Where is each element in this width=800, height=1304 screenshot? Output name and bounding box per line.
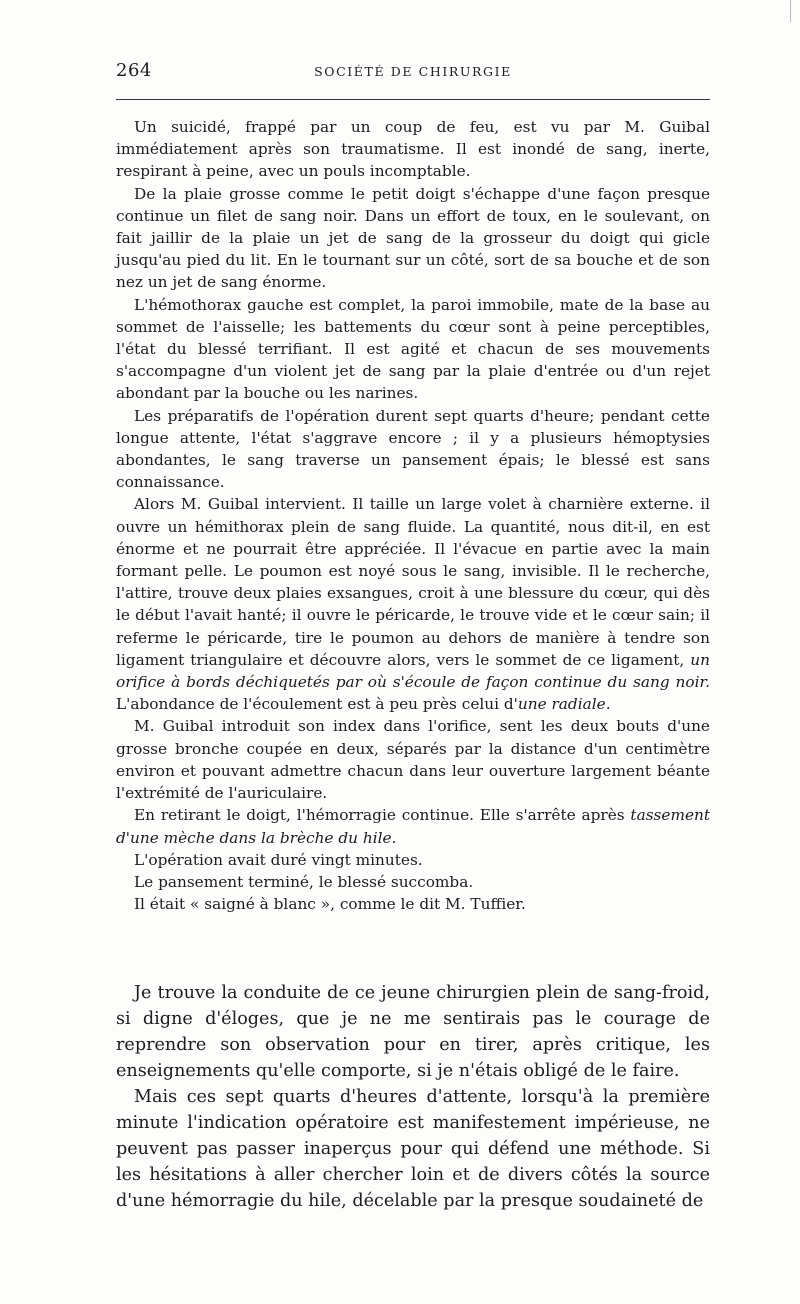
paragraph-5-text-after: . bbox=[605, 695, 611, 714]
page-number: 264 bbox=[116, 60, 152, 81]
running-head: SOCIÉTÉ DE CHIRURGIE bbox=[314, 64, 512, 79]
observation-paragraph-4: Les préparatifs de l'opération durent sept quarts d'heure; pendant cette longue attente, l'état s'aggrave encore ; il y a plusieurs hémoptysies abondantes, le sang traverse un pansement épais; le blessé est sans connaissance. bbox=[116, 406, 710, 492]
paragraph-5-text-middle: L'abondance de l'écoulement est à peu près celui d' bbox=[116, 695, 518, 714]
commentary-paragraph-1: Je trouve la conduite de ce jeune chirurgien plein de sang-froid, si digne d'éloges, que je ne me sentirais pas le courage de reprendre son observation pour en tirer, après critique, les enseignements qu'elle comporte, si je n'étais obligé de le faire. bbox=[116, 983, 710, 1081]
paragraph-5-italic-1: un orifice à bords déchiquetés par où s'écoule de façon continue du sang noir. bbox=[116, 650, 710, 692]
observation-paragraph-3: L'hémothorax gauche est complet, la paroi immobile, mate de la base au sommet de l'aisselle; les battements du cœur sont à peine perceptibles, l'état du blessé terrifiant. Il est agité et chacun de ses mouvements s'accompagne d'un violent jet de sang par la plaie d'entrée ou d'un rejet abondant par la bouche ou les narines. bbox=[116, 295, 710, 403]
observation-block bbox=[116, 116, 710, 915]
observation-paragraph-7 bbox=[116, 804, 710, 848]
commentary-paragraph-2: Mais ces sept quarts d'heures d'attente, lorsqu'à la première minute l'indication opératoire est manifestement impérieuse, ne peuvent pas passer inaperçus pour qui défend une méthode. Si les hésitations à aller chercher loin et de divers côtés la source d'une hémorragie du hile, décelable par la presque soudaineté de bbox=[116, 1087, 710, 1211]
observation-paragraph-9: Le pansement terminé, le blessé succomba. bbox=[134, 872, 474, 891]
commentary-block bbox=[116, 980, 710, 1214]
observation-paragraph-1: Un suicidé, frappé par un coup de feu, est vu par M. Guibal immédiatement après son traumatisme. Il est inondé de sang, inerte, respirant à peine, avec un pouls incomptable. bbox=[116, 118, 710, 181]
observation-paragraph-6: M. Guibal introduit son index dans l'orifice, sent les deux bouts d'une grosse bronche coupée en deux, séparés par la distance d'un centimètre environ et pouvant admettre chacun dans leur ouverture largement béante l'extrémité de l'auriculaire. bbox=[116, 717, 710, 803]
observation-paragraph-10: Il était « saigné à blanc », comme le dit M. Tuffier. bbox=[134, 895, 526, 914]
observation-paragraph-2: De la plaie grosse comme le petit doigt s'échappe d'une façon presque continue un filet de sang noir. Dans un effort de toux, en le soulevant, on fait jaillir de la plaie un jet de sang de la grosseur du doigt qui gicle jusqu'au pied du lit. En le tournant sur un côté, sort de sa bouche et de son nez un jet de sang énorme. bbox=[116, 184, 710, 292]
page-header bbox=[116, 60, 710, 88]
paragraph-5-text-before: Alors M. Guibal intervient. Il taille un large volet à charnière externe. il ouvre un hémithorax plein de sang fluide. La quantité, nous dit-il, en est énorme et ne pourrait être appréciée. Il l'évacue en partie avec la main formant pelle. Le poumon est noyé sous le sang, invisible. Il le recherche, l'attire, trouve deux plaies exsangues, croit à une blessure du cœur, qui dès le début l'avait hanté; il ouvre le péricarde, le trouve vide et le cœur sain; il referme le péricarde, tire le poumon au dehors de manière à tendre son ligament triangulaire et découvre alors, vers le sommet de ce ligament, bbox=[116, 495, 710, 669]
observation-paragraph-8: L'opération avait duré vingt minutes. bbox=[134, 850, 423, 869]
paragraph-5-italic-2: une radiale bbox=[517, 695, 606, 714]
header-rule bbox=[116, 99, 710, 100]
observation-paragraph-5 bbox=[116, 493, 710, 715]
paragraph-7-italic: tassement d'une mèche dans la brèche du hile. bbox=[116, 806, 710, 847]
margin-mark bbox=[790, 0, 794, 22]
paragraph-7-text-before: En retirant le doigt, l'hémorragie continue. Elle s'arrête après bbox=[134, 806, 631, 825]
